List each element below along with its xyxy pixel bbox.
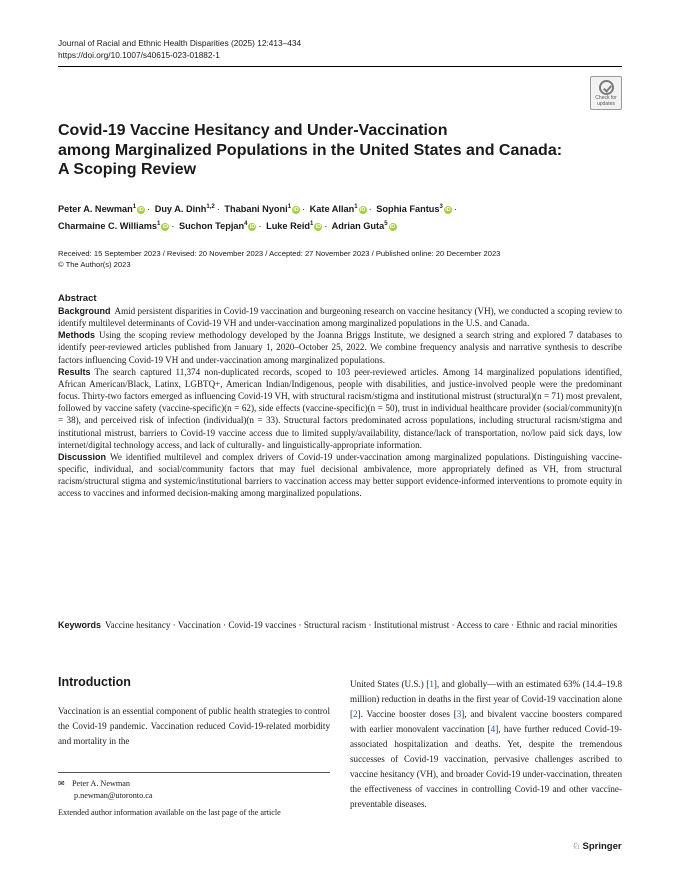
abstract-background: Background Amid persistent disparities in Covid-19 vaccination and burgeoning research on vaccine hesitancy (VH), we conducted a scoping review to identify multilevel determinants of Covid-19 VH and under-vaccination among marginalized populations in the U.S. and Canada. [58, 306, 622, 329]
author[interactable]: Duy A. Dinh$^{1,2}$ [154, 204, 215, 215]
checkmark-icon [599, 80, 614, 95]
article-title [58, 121, 578, 180]
extended-author-info: Extended author information available on the last page of the article [58, 808, 281, 817]
intro-left-column [58, 704, 330, 749]
title-line: among Marginalized Populations in the United States and Canada: [58, 141, 563, 159]
journal-citation: Journal of Racial and Ethnic Health Disparities (2025) 12:413–434 [58, 38, 302, 48]
citation-link[interactable]: 1 [429, 679, 434, 689]
copyright-line: © The Author(s) 2023 [58, 260, 131, 269]
author[interactable]: Luke Reid$^1$iD [266, 221, 322, 232]
publisher-name: Springer [582, 841, 622, 852]
title-line: Covid-19 Vaccine Hesitancy and Under-Vaccination [58, 122, 448, 139]
author[interactable]: Kate Allan$^1$iD [309, 204, 366, 215]
orcid-icon[interactable]: iD [249, 224, 256, 231]
keywords-text: Vaccine hesitancy · Vaccination · Covid-19 vaccines · Structural racism · Institutional mistrust · Access to care · Ethnic and racial minorities [105, 620, 618, 630]
contact-email[interactable]: p.newman@utoronto.ca [74, 790, 153, 800]
author[interactable]: Peter A. Newman$^1$iD [58, 204, 144, 215]
abstract-results: Results The search captured 11,374 non-duplicated records, scoped to 103 peer-reviewed articles. Among 14 marginalized populations identified, African American/Black, Latinx, LGBTQ+, American Indian/Indigenous, people with disabilities, and justice-involved people were the predominant focus. Thirty-two factors emerged as influencing Covid-19 VH, with structural racism/stigma and institutional mistrust (structural)(n = 71) most prevalent, followed by vaccine safety (vaccine-specific)(n = 62), side effects (vaccine-specific)(n = 50), trust in individual healthcare provider (social/community)(n = 38), and perceived risk of infection (individual)(n = 33). Structural factors predominated across populations, including structural racism/stigma and institutional mistrust, barriers to Covid-19 vaccine access due to limited supply/availability, distance/lack of transportation, no/low paid sick days, low internet/digital technology access, and lack of culturally- and linguistically-appropriate information. [58, 366, 622, 450]
author-list: Peter A. Newman$^1$iD · Duy A. Dinh$^{1,2}$ · Thabani Nyoni$^1$iD · Kate Allan$^1$iD · Sophia Fantus$^3$iD · Charmaine C. Williams$^1$iD · Suchon Tepjan$^4$iD · Luke Reid$^1$iD · Adrian Guta$^5$iD [58, 204, 457, 232]
journal-header [58, 37, 301, 61]
contact-name: Peter A. Newman [72, 779, 130, 788]
abstract-methods: Methods Using the scoping review methodology developed by the Joanna Briggs Institute, we designed a search string and explored 7 databases to identify peer-reviewed articles published from January 1, 2020–October 25, 2022. We combine frequency analysis and narrative synthesis to describe factors influencing Covid-19 VH and under-vaccination among marginalized populations. [58, 330, 622, 365]
springer-horse-icon: ♘ [572, 841, 581, 852]
corresponding-author [58, 778, 152, 801]
intro-paragraph: United States (U.S.) [1], and globally—with an estimated 63% (14.4–19.8 million) reduction in deaths in the first year of Covid-19 vaccination alone [2]. Vaccine booster doses [3], and bivalent vaccine boosters compared with earlier monovalent vaccination [4], have further reduced Covid-19-associated hospitalization and deaths. Yet, despite the tremendous successes of Covid-19 vaccination, pervasive challenges ascribed to vaccine hesitancy (VH), and broader Covid-19 under-vaccination, threaten the effectiveness of vaccines in controlling Covid-19 and other vaccine-preventable diseases. [350, 679, 622, 809]
abstract-discussion: Discussion We identified multilevel and complex drivers of Covid-19 under-vaccination among marginalized populations. Distinguishing vaccine-specific, individual, and social/community factors that may fuel decisional ambivalence, more appropriately defined as VH, from structural racism/structural stigma and systemic/institutional barriers to vaccination access may better support evidence-informed interventions to promote equity in access to vaccines and informed decision-making among marginalized populations. [58, 451, 622, 499]
orcid-icon[interactable]: iD [138, 207, 144, 214]
header-rule [58, 66, 622, 67]
footnote-rule [58, 772, 330, 773]
author[interactable]: Charmaine C. Williams$^1$iD [58, 221, 169, 232]
intro-paragraph: Vaccination is an essential component of public health strategies to control the Covid-19 pandemic. Vaccination reduced Covid-19-related morbidity and mortality in the [58, 706, 330, 746]
abstract-heading: Abstract [58, 293, 97, 304]
keywords [58, 619, 622, 632]
citation-link[interactable]: 2 [353, 709, 358, 719]
orcid-icon[interactable]: iD [293, 207, 299, 214]
author[interactable]: Adrian Guta$^5$iD [331, 221, 396, 232]
orcid-icon[interactable]: iD [389, 224, 396, 231]
publisher-logo [572, 841, 622, 852]
dates-line: Received: 15 September 2023 / Revised: 20 November 2023 / Accepted: 27 November 2023 / Published online: 20 December 2023 [58, 249, 501, 258]
badge-line1: Check for [595, 95, 617, 101]
keywords-label: Keywords [58, 620, 102, 630]
title-line: A Scoping Review [58, 161, 197, 178]
author[interactable]: Thabani Nyoni$^1$iD [224, 204, 299, 215]
abstract [58, 292, 622, 500]
orcid-icon[interactable]: iD [162, 224, 169, 231]
intro-right-column [350, 677, 622, 812]
section-heading-introduction: Introduction [58, 675, 131, 689]
author[interactable]: Sophia Fantus$^3$iD [376, 204, 451, 215]
author[interactable]: Suchon Tepjan$^4$iD [178, 221, 256, 232]
orcid-icon[interactable]: iD [445, 207, 451, 214]
badge-line2: updates [597, 101, 615, 107]
doi-link[interactable]: https://doi.org/10.1007/s40615-023-01882-1 [58, 50, 220, 60]
envelope-icon: ✉ [58, 779, 65, 788]
orcid-icon[interactable]: iD [359, 207, 366, 214]
check-for-updates-badge[interactable] [590, 76, 622, 110]
citation-link[interactable]: 3 [456, 709, 462, 719]
orcid-icon[interactable]: iD [315, 224, 322, 231]
publication-dates [58, 248, 500, 270]
citation-link[interactable]: 4 [490, 724, 496, 734]
